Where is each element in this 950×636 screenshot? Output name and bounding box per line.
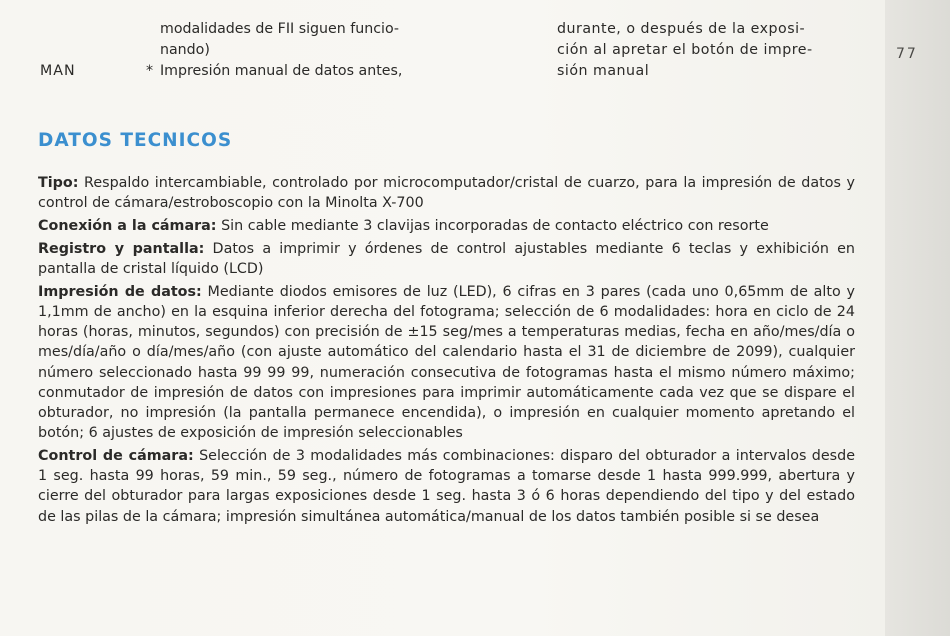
section-title: DATOS TECNICOS xyxy=(38,130,233,151)
spec-text: Selección de 3 modalidades más combinaciones: disparo del obturador a intervalos desde 1 seg. hasta 99 horas, 59 min., 59 seg., número de fotogramas a tomarse desde 1 hasta 999.999, abertura y cierre del obturador para largas exposiciones desde 1 seg. hasta 3 ó 6 horas dependiendo del tipo y del estado de las pilas de la cámara; impresión simultánea automática/manual de los datos también posible si se desea xyxy=(38,448,856,525)
page-edge xyxy=(885,0,950,636)
technical-specs xyxy=(38,173,855,529)
spec-type xyxy=(38,173,855,213)
mode-description: nando) xyxy=(160,42,210,58)
mode-key xyxy=(40,40,146,61)
spec-label: Impresión de datos: xyxy=(38,283,202,300)
asterisk-marker: * xyxy=(146,63,154,79)
top-left-line-2 xyxy=(40,40,440,61)
top-right-line-3: sión manual xyxy=(557,63,650,79)
spec-label: Tipo: xyxy=(38,175,79,191)
spec-text: Respaldo intercambiable, controlado por microcomputador/cristal de cuarzo, para la impresión de datos y control de cámara/estroboscopio con la Minolta X-700 xyxy=(38,175,855,212)
page-number: 77 xyxy=(896,46,918,62)
mode-key xyxy=(40,19,146,40)
mode-description: modalidades de FII siguen funcio- xyxy=(160,21,400,37)
spec-camera-control xyxy=(38,446,855,527)
spec-camera-connection xyxy=(38,216,855,236)
spec-input-display xyxy=(38,239,855,279)
spec-text: Mediante diodos emisores de luz (LED), 6 cifras en 3 pares (cada uno 0,65mm de alto y 1,1mm de ancho) en la esquina inferior derecha del fotograma; selección de 6 modalidades: hora en ciclo de 24 horas (horas, minutos, segundos) con precisión de ±15 seg/mes a temperaturas medias, fecha en año/mes/día o mes/día/año o día/mes/año (con ajuste automático del calendario hasta el 31 de diciembre de 2099), cualquier número seleccionado hasta 99 99 99, numeración consecutiva de fotogramas hasta el mismo número máximo; conmutador de impresión de datos con impresiones para imprimir automáticamente cada vez que se dispare el obturador, no impresión (la pantalla permanece encendida), o impresión en cualquier momento apretando el botón; 6 ajustes de exposición de impresión seleccionables xyxy=(38,283,856,442)
top-left-line-3 xyxy=(40,61,440,82)
spec-text: Sin cable mediante 3 clavijas incorporadas de contacto eléctrico con resorte xyxy=(216,218,769,234)
mode-key-man: MAN xyxy=(40,63,76,79)
top-right-column xyxy=(557,19,857,82)
top-left-column xyxy=(40,19,440,82)
top-left-line-1 xyxy=(40,19,440,40)
spec-label: Registro y pantalla: xyxy=(38,240,205,257)
asterisk-marker xyxy=(146,40,160,61)
spec-data-imprinting xyxy=(38,282,855,444)
top-right-line-1: durante, o después de la exposi- xyxy=(557,21,806,37)
mode-description: Impresión manual de datos antes, xyxy=(160,63,403,79)
top-right-line-2: ción al apretar el botón de impre- xyxy=(557,42,813,58)
spec-label: Conexión a la cámara: xyxy=(38,218,217,234)
spec-text: Datos a imprimir y órdenes de control ajustables mediante 6 teclas y exhibición en pantalla de cristal líquido (LCD) xyxy=(38,240,855,277)
asterisk-marker xyxy=(146,19,160,40)
spec-label: Control de cámara: xyxy=(38,448,194,465)
